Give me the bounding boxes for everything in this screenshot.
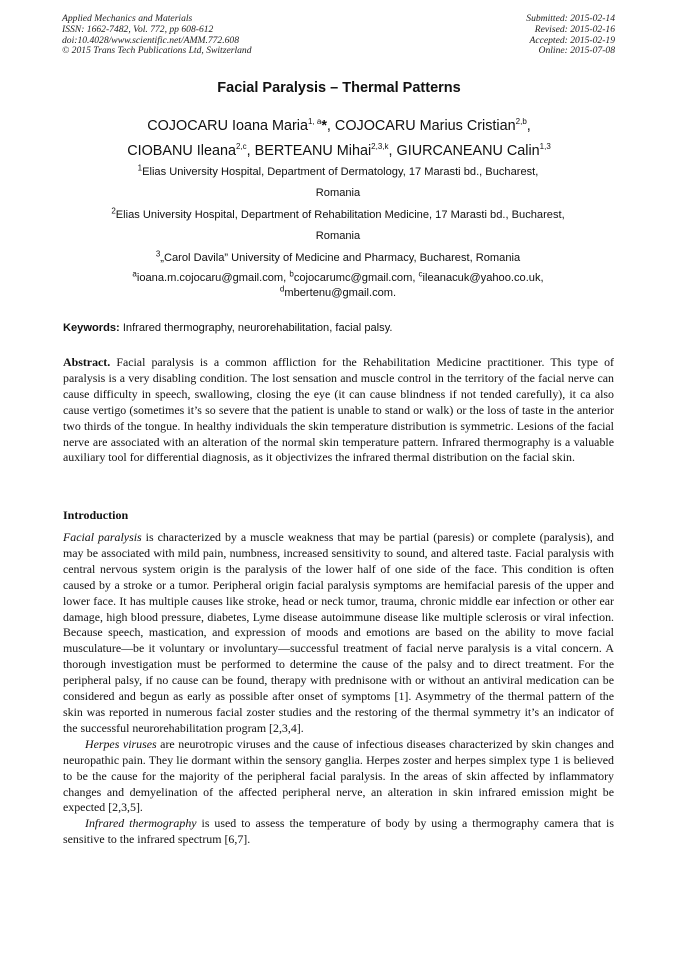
email-link[interactable]: cojocarumc@gmail.com, (293, 272, 416, 284)
term-herpes-viruses: Herpes viruses (85, 736, 157, 751)
term-infrared-thermography: Infrared thermography (85, 816, 197, 831)
abstract-section (63, 355, 614, 466)
intro-paragraph-3: Infrared thermography is used to assess the temperature of body by using a thermography camera that is sensitive to the infrared spectrum [6,7]. (63, 816, 614, 847)
author-line-1: COJOCARU Ioana Maria$^{1, a}$*, COJOCARU Marius Cristian$^{2,b}$, (147, 117, 531, 134)
introduction-section (63, 530, 614, 848)
keywords-line (63, 322, 615, 334)
copyright-line: © 2015 Trans Tech Publications Ltd, Switzerland (62, 45, 252, 57)
abstract-label: Abstract. (63, 355, 111, 369)
doi-line: doi:10.4028/www.scientific.net/AMM.772.608 (62, 34, 240, 46)
email-link[interactable]: ileanacuk@yahoo.co.uk, (422, 272, 544, 284)
submitted-date: Submitted: 2015-02-14 (526, 13, 615, 24)
journal-header-left (62, 14, 252, 57)
author-affil-sup: 2,b (515, 117, 527, 127)
affiliation-3: $^3$„Carol Davila” University of Medicine and Pharmacy, Bucharest, Romania (155, 249, 521, 264)
email-link[interactable]: ioana.m.cojocaru@gmail.com, (136, 272, 287, 284)
paper-title: Facial Paralysis – Thermal Patterns (217, 80, 461, 96)
author-affil-sup: 1, a (307, 117, 322, 127)
journal-name: Applied Mechanics and Materials (62, 13, 193, 24)
issn-line: ISSN: 1662-7482, Vol. 772, pp 608-612 (62, 23, 214, 35)
email-link[interactable]: mbertenu@gmail.com. (284, 287, 397, 299)
author-list (0, 114, 678, 164)
author-name: GIURCANEANU Calin (396, 143, 540, 159)
revised-date: Revised: 2015-02-16 (534, 23, 615, 35)
author-affil-sup: 2,c (236, 142, 247, 152)
author-name: CIOBANU Ileana (127, 143, 236, 159)
author-name: COJOCARU Marius Cristian (334, 118, 516, 134)
author-line-2: CIOBANU Ileana$^{2,c}$, BERTEANU Mihai$^{2,3,k}$, GIURCANEANU Calin$^{1,3}$ (127, 142, 551, 159)
accepted-date: Accepted: 2015-02-19 (529, 34, 615, 46)
journal-header-right (526, 14, 615, 57)
keywords-text: Infrared thermography, neurorehabilitation, facial palsy. (122, 322, 393, 334)
affiliation-2: $^2$Elias University Hospital, Department of Rehabilitation Medicine, 17 Marasti bd., Bucharest, Romania (111, 206, 565, 242)
online-date: Online: 2015-07-08 (538, 45, 615, 57)
term-facial-paralysis: Facial paralysis (63, 530, 142, 544)
intro-paragraph-1: Facial paralysis is characterized by a muscle weakness that may be partial (paresis) or complete (paralysis), and may be associated with mild pain, numbness, increased sensitivity to sound, and altered taste. Facial paralysis with central nervous system origin is the paralysis of the lower half of one side of the face. This condition is often caused by a stroke or a tumor. Peripheral origin facial paralysis symptoms are hemifacial paresis of the upper and lower face. It has multiple causes like stroke, head or neck tumor, trauma, chronic middle ear infection or other ear damage, high blood pressure, diabetes, Lyme disease autoimmune disease like multiple sclerosis or viral infection. Because speech, mastication, and expression of moods and emotions are based on the ability to move facial musculature—be it voluntary or involuntary—successful treatment of facial nerve paralysis is a vital concern. A thorough investigation must be performed to determine the cause of the palsy and to direct treatment. For the peripheral palsy, if no cause can be found, therapy with prednisone with or without an antiviral medication can be considered and begun as early as possible after onset of symptoms [1]. Asymmetry of the thermal pattern of the skin was reported in numerous facial zoster studies and the restoring of the thermal symmetry it’s an indicator of the successful neurorehabilitation program [2,3,4]. (63, 530, 614, 735)
author-name: COJOCARU Ioana Maria (147, 118, 308, 134)
abstract-text: Facial paralysis is a common affliction for the Rehabilitation Medicine practitioner. This type of paralysis is a very disabling condition. The lost sensation and muscle control in the territory of the facial nerve can cause difficulty in speech, swallowing, closing the eye (it can cause blindness if not tended carefully), it ca also cause vertigo (sometimes it’s so severe that the patient is unable to stand or walk) or the loss of taste in the anterior two thirds of the tongue. In healthy individuals the skin temperature distribution is symmetric. Lesions of the facial nerve are associated with an alteration of the normal skin temperature pattern. Infrared thermography is a valuable auxiliary tool for differential diagnosis, as it objectivizes the infrared thermal distribution on the facial skin. (63, 355, 614, 465)
affiliation-1: $^1$Elias University Hospital, Department of Dermatology, 17 Marasti bd., Bucharest, Romania (137, 163, 539, 199)
author-emails: $^a$ioana.m.cojocaru@gmail.com, $^b$cojocarumc@gmail.com, $^c$ileanacuk@yahoo.co.uk, $^d$mbertenu@gmail.com. (132, 269, 544, 299)
author-affil-sup: 1,3 (539, 142, 551, 152)
intro-paragraph-2: Herpes viruses are neurotropic viruses and the cause of infectious diseases characterized by skin changes and neuropathic pain. They lie dormant within the sensory ganglia. Herpes zoster and herpes simplex type 1 is believed to be the cause for the majority of the peripheral facial paralysis. In the areas of skin affected by inflammatory changes and demyelination of the affected peripheral nerve, an alteration in skin infrared emission might be expected [2,3,5]. (63, 736, 614, 815)
corresponding-star: * (321, 118, 327, 134)
introduction-heading: Introduction (63, 508, 129, 522)
author-affil-sup: 2,3,k (371, 142, 389, 152)
author-name: BERTEANU Mihai (254, 143, 372, 159)
keywords-label: Keywords: (63, 322, 120, 334)
